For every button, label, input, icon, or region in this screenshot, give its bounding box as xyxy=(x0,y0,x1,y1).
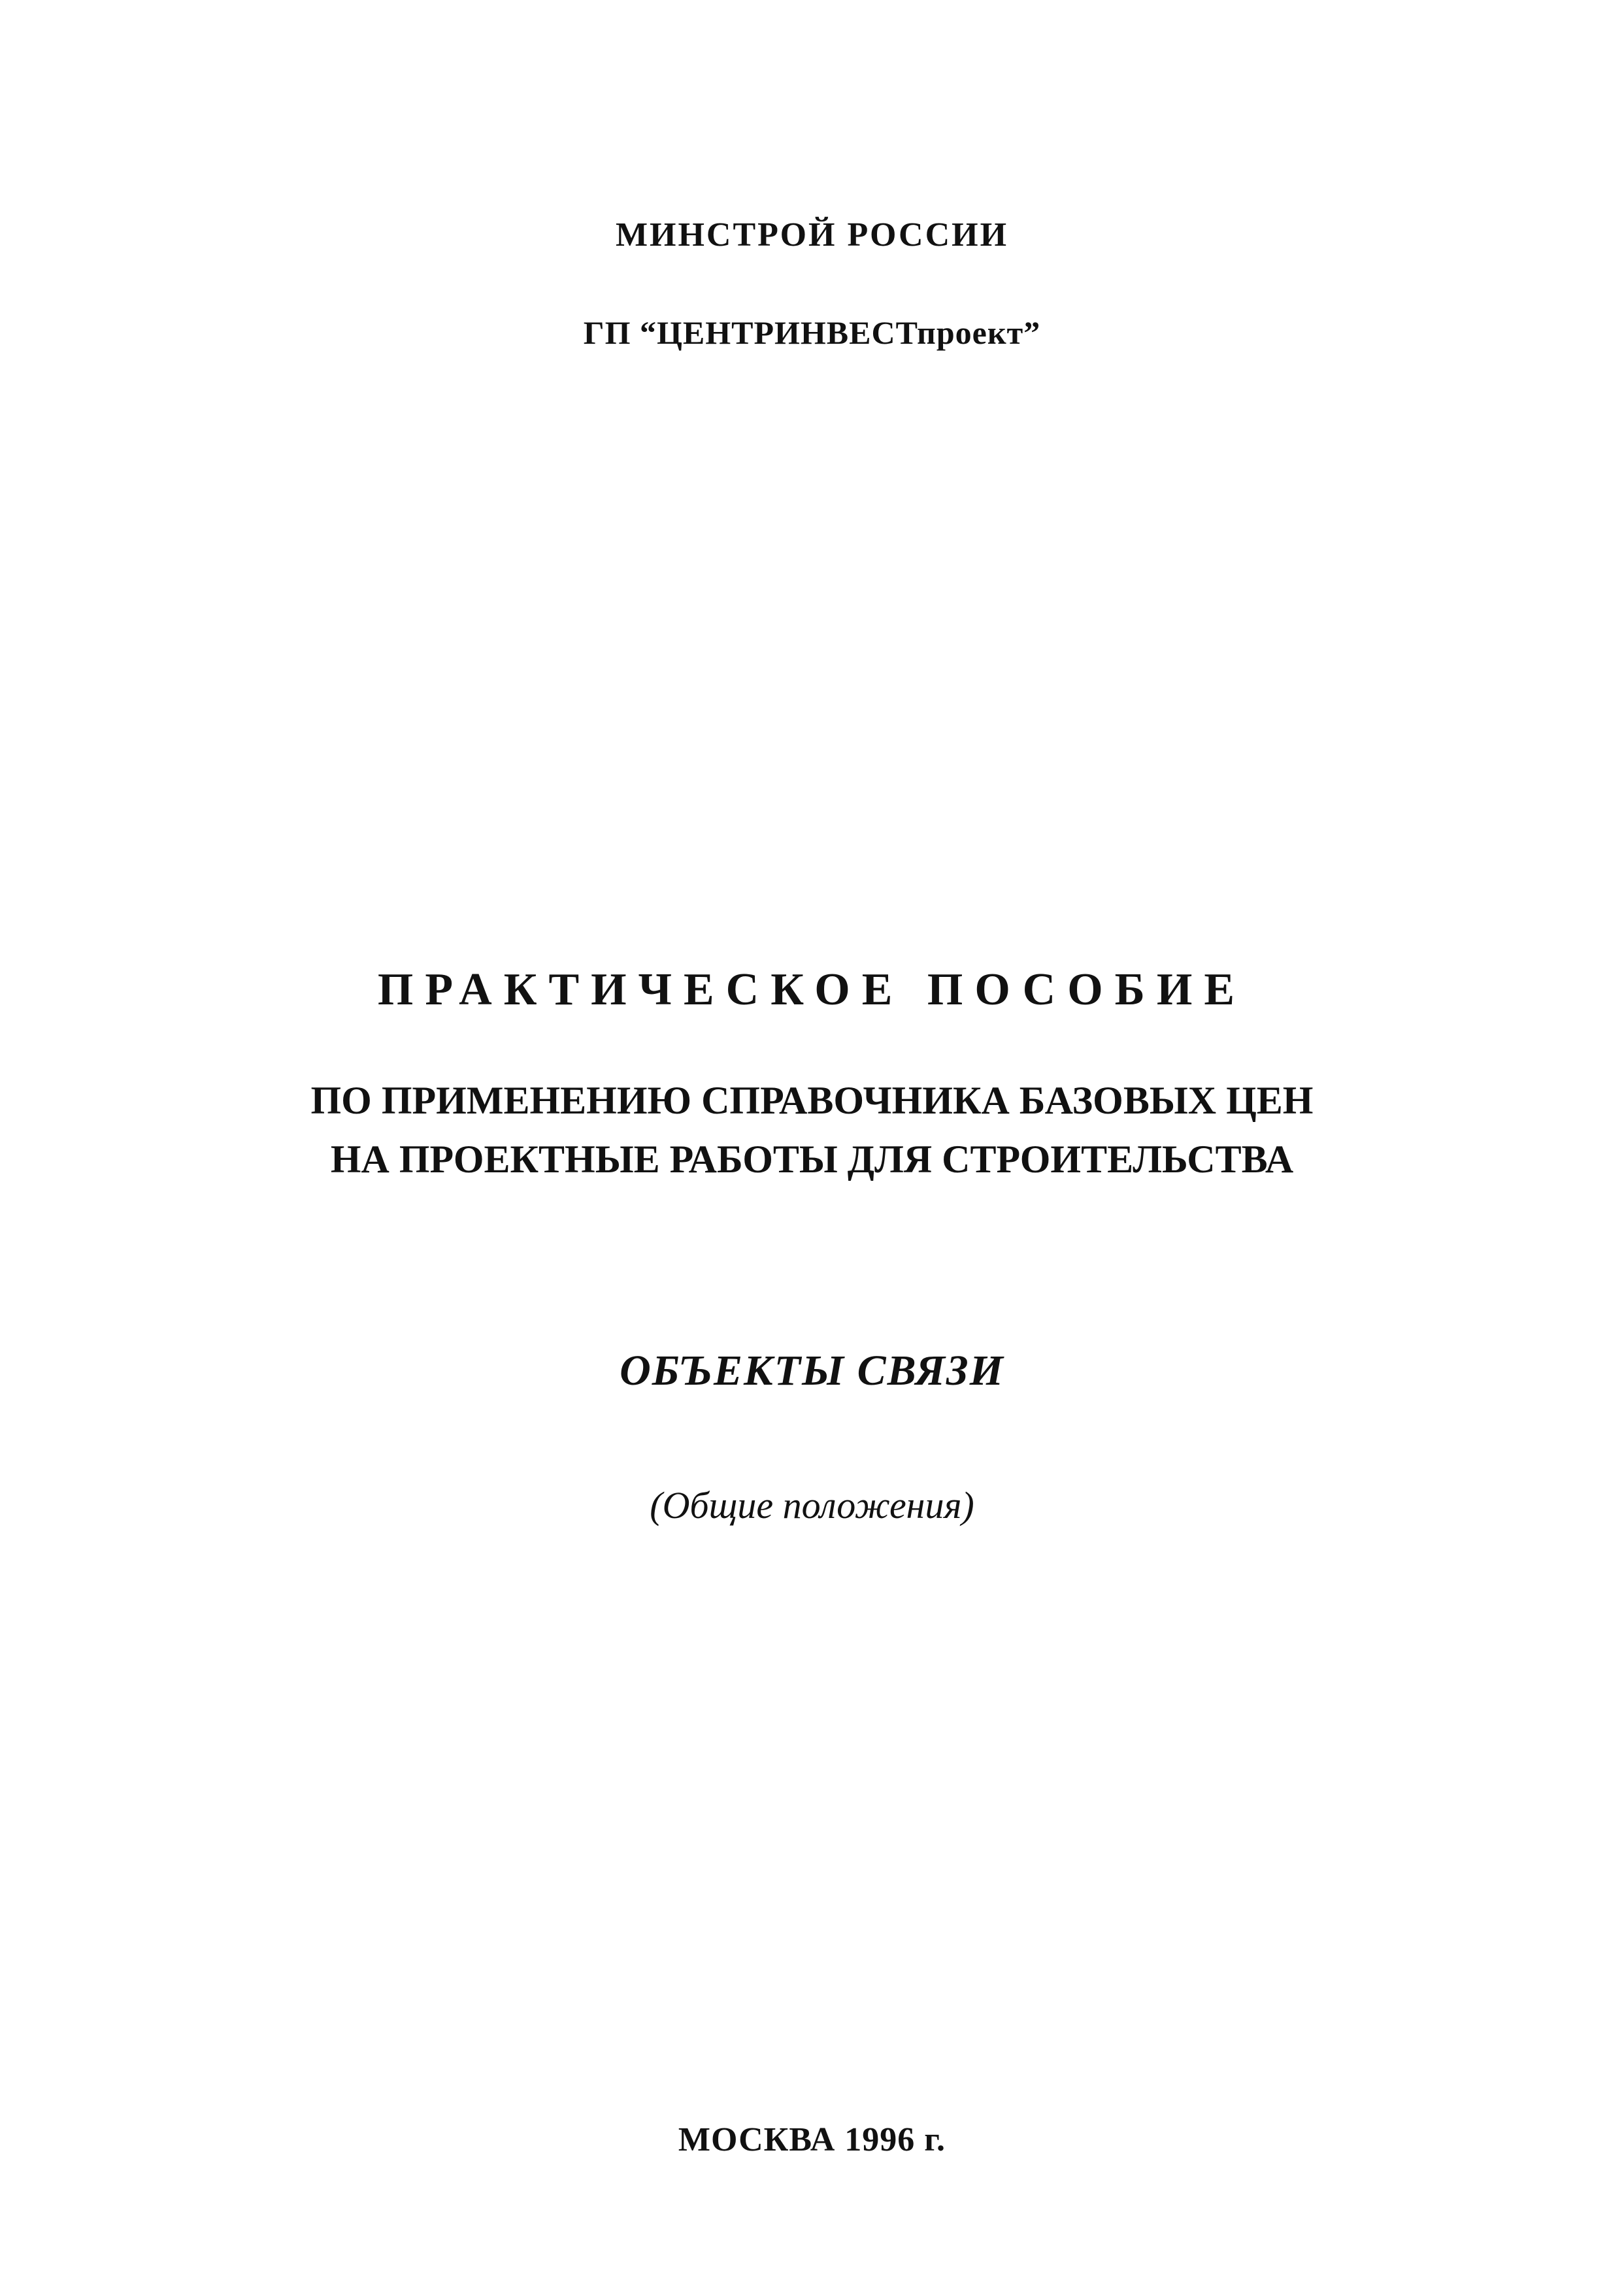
document-subtitle-line-2: НА ПРОЕКТНЫЕ РАБОТЫ ДЛЯ СТРОИТЕЛЬСТВА xyxy=(330,1138,1294,1181)
ministry-name: МИНСТРОЙ РОССИИ xyxy=(615,216,1009,254)
document-subtitle-line-1: ПО ПРИМЕНЕНИЮ СПРАВОЧНИКА БАЗОВЫХ ЦЕН xyxy=(310,1079,1314,1122)
document-title: ПРАКТИЧЕСКОЕ ПОСОБИЕ xyxy=(377,965,1247,1015)
document-category: ОБЪЕКТЫ СВЯЗИ xyxy=(620,1347,1004,1394)
document-subcategory: (Общие положения) xyxy=(650,1484,974,1526)
publication-place-year: МОСКВА 1996 г. xyxy=(678,2121,946,2158)
organization-name: ГП “ЦЕНТРИНВЕСТпроект” xyxy=(583,314,1041,351)
